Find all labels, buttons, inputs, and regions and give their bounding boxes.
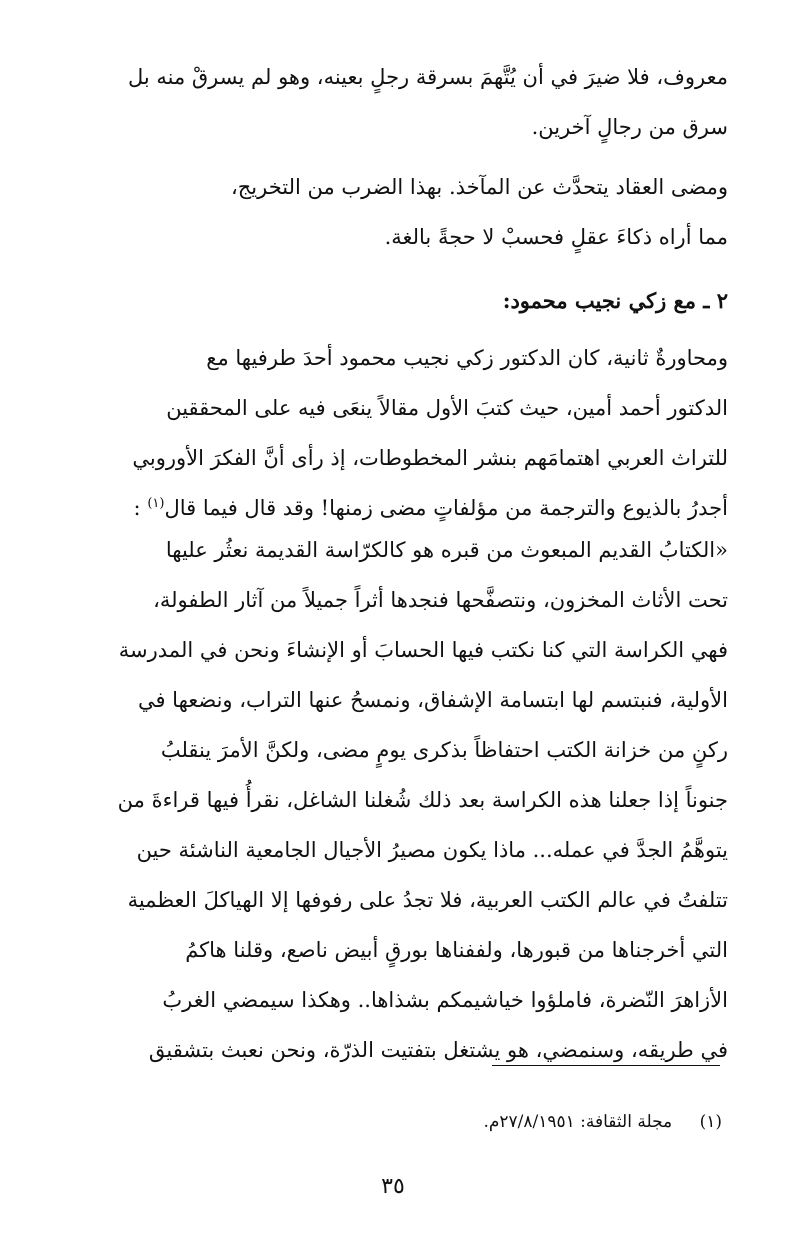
paragraph-second-dialogue bbox=[52, 333, 728, 533]
paragraph-al-aqqad bbox=[52, 162, 728, 262]
page-number: ٣٥ bbox=[381, 1174, 405, 1199]
text-line: جنوناً إذا جعلنا هذه الكراسة بعد ذلك شُغلنا الشاغل، نقرأُ فيها قراءةَ من bbox=[117, 788, 728, 812]
text-line: مما أراه ذكاءَ عقلٍ فحسبْ لا حجةً بالغة. bbox=[384, 225, 728, 249]
footnote bbox=[52, 1107, 722, 1137]
quotation bbox=[52, 525, 728, 1075]
text-line: «الكتابُ القديم المبعوث من قبره هو كالكرّاسة القديمة نعثُر عليها bbox=[165, 538, 728, 562]
footnote-number: (١) bbox=[699, 1112, 722, 1132]
text-line: تتلفتُ في عالم الكتب العربية، فلا تجدُ على رفوفها إلا الهياكلَ العظمية bbox=[127, 888, 728, 912]
text-line: سرق من رجالٍ آخرين. bbox=[531, 115, 728, 139]
text-line: ومحاورةٌ ثانية، كان الدكتور زكي نجيب محمود أحدَ طرفيها مع bbox=[206, 346, 728, 370]
footnote-reference[interactable]: (١) bbox=[147, 496, 165, 511]
text-line: الدكتور أحمد أمين، حيث كتبَ الأول مقالاً ينعَى فيه على المحققين bbox=[166, 396, 728, 420]
text-line: ركنٍ من خزانة الكتب احتفاظاً بذكرى يومٍ مضى، ولكنَّ الأمرَ ينقلبُ bbox=[160, 738, 728, 762]
paragraph-continuation bbox=[52, 52, 728, 152]
footnote-text: مجلة الثقافة: ٢٧/٨/١٩٥١م. bbox=[483, 1112, 673, 1132]
text-line: ومضى العقاد يتحدَّث عن المآخذ. بهذا الضرب من التخريج، bbox=[230, 175, 728, 199]
text-line: فهي الكراسة التي كنا نكتب فيها الحسابَ أو الإنشاءَ ونحن في المدرسة bbox=[118, 638, 728, 662]
text-line: للتراث العربي اهتمامَهم بنشر المخطوطات، إذ رأى أنَّ الفكرَ الأوروبي bbox=[132, 446, 728, 470]
text-line: الأولية، فنبتسم لها ابتسامة الإشفاق، ونمسحُ عنها التراب، ونضعها في bbox=[137, 688, 728, 712]
text-line: الأزاهرَ النّضرة، فاملؤوا خياشيمكم بشذاها.. وهكذا سيمضي الغربُ bbox=[162, 988, 728, 1012]
section-heading: ٢ ـ مع زكي نجيب محمود: bbox=[502, 288, 728, 313]
text-line: تحت الأثاث المخزون، ونتصفَّحها فنجدها أثراً جميلاً من آثار الطفولة، bbox=[153, 588, 728, 612]
text-line: التي أخرجناها من قبورها، ولففناها بورقٍ أبيض ناصع، وقلنا هاكمُ bbox=[185, 938, 728, 962]
text-line: معروف، فلا ضيرَ في أن يُتَّهمَ بسرقة رجلٍ بعينه، وهو لم يسرقْ منه بل bbox=[127, 65, 728, 89]
line-text: أجدرُ بالذيوع والترجمة من مؤلفاتٍ مضى زمنها! وقد قال فيما قال bbox=[164, 496, 728, 520]
line-end: : bbox=[133, 496, 141, 520]
footnote-divider bbox=[492, 1065, 720, 1066]
text-line: يتوهَّمُ الجدَّ في عمله... ماذا يكون مصيرُ الأجيال الجامعية الناشئة حين bbox=[136, 838, 728, 862]
text-line: في طريقه، وسنمضي، هو يشتغل بتفتيت الذرّة، ونحن نعبث بتشقيق bbox=[148, 1038, 728, 1062]
